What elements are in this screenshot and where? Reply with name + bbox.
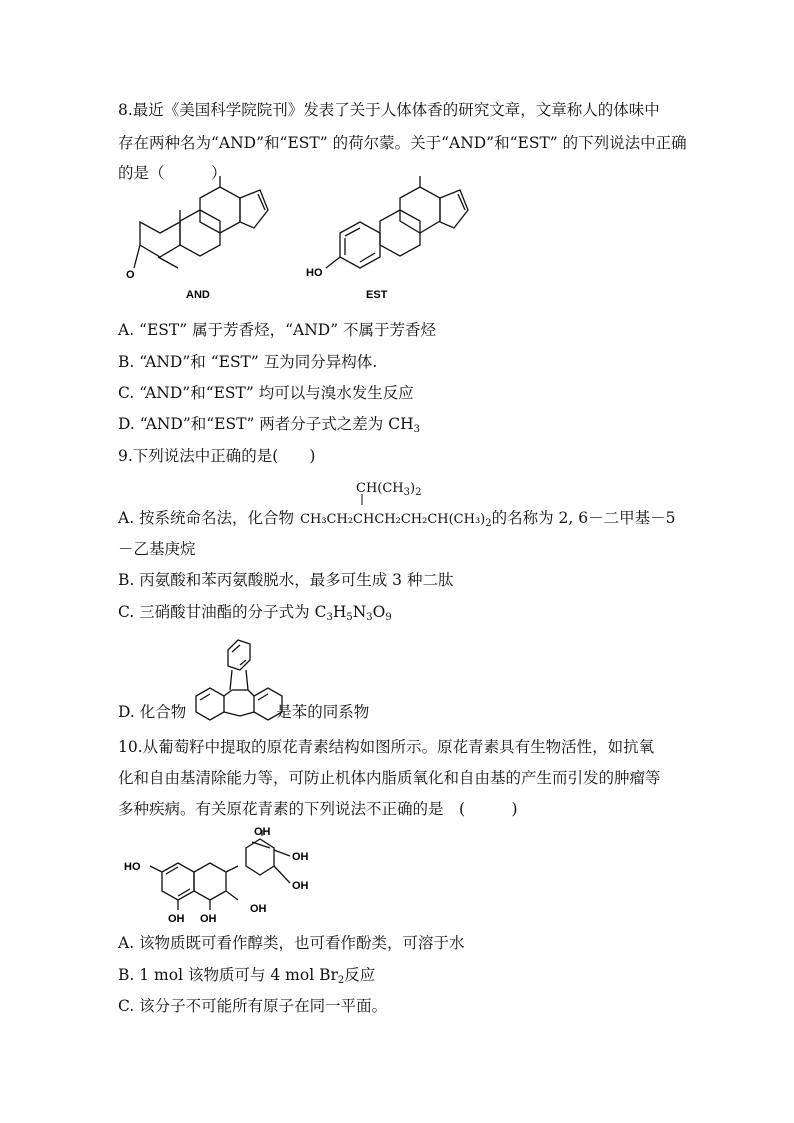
q9-stem: 9.下列说法中正确的是( )	[118, 447, 316, 465]
q8-option-d-text: D. “AND”和“EST” 两者分子式之差为 CH	[118, 415, 414, 433]
q10-option-b-sub: 2	[337, 975, 345, 986]
q9-branch-sub2: 2	[415, 487, 422, 498]
q10-oh-label-6: OH	[200, 913, 217, 925]
q9-c-h: H	[332, 603, 347, 621]
q10-option-c: C. 该分子不可能所有原子在同一平面。	[118, 997, 388, 1015]
q9-option-a-prefix: A. 按系统命名法，化合物	[118, 509, 295, 527]
q9-c-n: N	[352, 603, 367, 621]
q9-option-a	[118, 508, 676, 534]
q8-option-c: C. “AND”和“EST” 均可以与溴水发生反应	[118, 384, 414, 402]
q10-oh-label-2: OH	[292, 851, 309, 863]
q9-option-c	[118, 602, 392, 628]
q10-stem-line-1: 10.从葡萄籽中提取的原花青素结构如图所示。原花青素具有生物活性，如抗氧	[118, 738, 655, 756]
q9-option-d-suffix: 是苯的同系物	[276, 703, 370, 721]
q9-option-a-continued: －乙基庚烷	[118, 540, 196, 558]
q10-oh-label-5: OH	[168, 913, 185, 925]
est-label: EST	[366, 289, 388, 301]
q10-option-b	[118, 965, 375, 991]
and-oxygen-label: O	[126, 269, 135, 281]
q10-stem-line-2: 化和自由基清除能力等，可防止机体内脂质氧化和自由基的产生而引发的肿瘤等	[118, 769, 661, 787]
q8-option-d	[118, 414, 420, 440]
q9-option-d	[118, 702, 369, 722]
q9-chain-formula	[300, 512, 492, 527]
q8-stem-line-2: 存在两种名为“AND”和“EST” 的荷尔蒙。关于“AND”和“EST” 的下列说法中正确	[118, 134, 687, 152]
q9-c-sub-4: 9	[385, 612, 392, 623]
q10-stem-line-3: 多种疾病。有关原花青素的下列说法不正确的是 ( )	[118, 800, 518, 818]
q10-ho-label: HO	[124, 861, 141, 873]
q9-c-sub-2: 5	[346, 612, 353, 623]
q9-branch-close: )	[410, 481, 416, 496]
q8-stem-line-1: 8.最近《美国科学院院刊》发表了关于人体体香的研究文章，文章称人的体味中	[118, 101, 660, 119]
and-label: AND	[186, 289, 210, 301]
q9-chain-sub: 2	[485, 518, 492, 529]
q9-branch-sub: 3	[403, 487, 411, 498]
q10-oh-label-3: OH	[292, 880, 309, 892]
q9-option-c-prefix: C. 三硝酸甘油酯的分子式为 C	[118, 603, 327, 621]
q9-branch-formula	[356, 479, 421, 503]
q8-option-b: B. “AND”和 “EST” 互为同分异构体.	[118, 353, 378, 371]
q9-option-a-suffix: 的名称为 2, 6－二甲基－5	[491, 509, 676, 527]
q9-branch-text: CH(CH	[356, 481, 404, 496]
q9-c-sub-1: 3	[326, 612, 333, 623]
q9-c-o: O	[372, 603, 386, 621]
q9-c-sub-3: 3	[366, 612, 373, 623]
q9-option-d-prefix: D. 化合物	[118, 703, 187, 721]
q10-option-b-tail: 反应	[344, 966, 376, 984]
q10-oh-label-4: OH	[250, 903, 267, 915]
q10-option-b-text: B. 1 mol 该物质可与 4 mol Br	[118, 966, 338, 984]
q10-option-a: A. 该物质既可看作醇类，也可看作酚类，可溶于水	[118, 934, 465, 952]
q9-option-b: B. 丙氨酸和苯丙氨酸脱水，最多可生成 3 种二肽	[118, 571, 454, 589]
q10-oh-label-1: OH	[254, 826, 271, 838]
q8-option-a: A. “EST” 属于芳香烃，“AND” 不属于芳香烃	[118, 321, 437, 339]
q8-stem-line-3: 的是（ ）	[118, 164, 227, 182]
est-ho-label: HO	[306, 267, 323, 279]
q9-chain-text: CH₃CH₂CHCH₂CH₂CH(CH₃)	[300, 512, 486, 527]
q8-option-d-sub: 3	[413, 424, 420, 435]
